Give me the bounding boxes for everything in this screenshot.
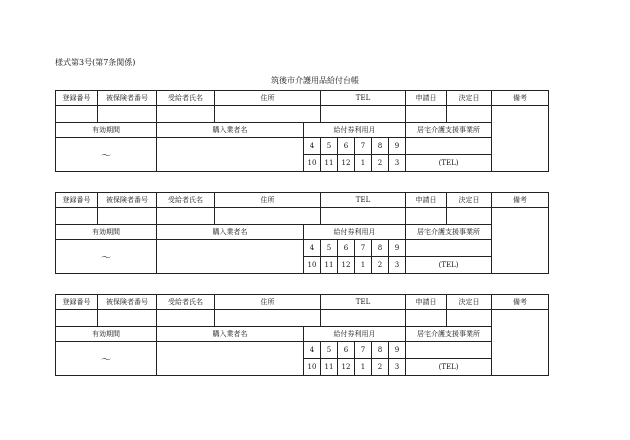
header-insured-no: 被保険者番号 [98, 91, 157, 106]
month-cell: 1 [355, 257, 372, 274]
reg-no-cell [56, 106, 98, 123]
month-cell: 9 [389, 138, 406, 155]
header-name: 受給者氏名 [157, 193, 215, 208]
insured-no-cell [98, 106, 157, 123]
header-decision-date: 決定日 [447, 193, 492, 208]
header-valid-period: 有効期間 [56, 327, 157, 342]
tel-cell [321, 106, 406, 123]
month-cell: 11 [321, 257, 338, 274]
header-care-office: 居宅介護支援事業所 [406, 327, 492, 342]
month-cell: 2 [372, 155, 389, 172]
header-address: 住所 [215, 193, 321, 208]
header-care-office: 居宅介護支援事業所 [406, 123, 492, 138]
month-cell: 1 [355, 155, 372, 172]
month-cell: 10 [304, 257, 321, 274]
month-cell: 6 [338, 342, 355, 359]
header-insured-no: 被保険者番号 [98, 295, 157, 310]
header-application-date: 申請日 [406, 91, 447, 106]
address-cell [215, 208, 321, 225]
header-insured-no: 被保険者番号 [98, 193, 157, 208]
month-cell: 6 [338, 138, 355, 155]
month-cell: 5 [321, 138, 338, 155]
header-tel: TEL [321, 91, 406, 106]
care-office-tel: (TEL) [406, 257, 492, 274]
month-cell: 7 [355, 342, 372, 359]
ledger-block [55, 192, 549, 274]
ledger-block [55, 90, 549, 172]
valid-period-mark: ～ [56, 240, 157, 274]
header-tel: TEL [321, 295, 406, 310]
month-cell: 5 [321, 342, 338, 359]
month-cell: 4 [304, 138, 321, 155]
care-office-tel: (TEL) [406, 359, 492, 376]
header-care-office: 居宅介護支援事業所 [406, 225, 492, 240]
header-decision-date: 決定日 [447, 295, 492, 310]
remarks-cell [492, 310, 549, 376]
header-vendor: 購入業者名 [157, 327, 304, 342]
header-remarks: 備考 [492, 193, 549, 208]
month-cell: 2 [372, 359, 389, 376]
decision-date-cell [447, 310, 492, 327]
month-cell: 9 [389, 342, 406, 359]
month-cell: 12 [338, 155, 355, 172]
header-remarks: 備考 [492, 91, 549, 106]
valid-period-mark: ～ [56, 138, 157, 172]
header-remarks: 備考 [492, 295, 549, 310]
month-cell: 10 [304, 155, 321, 172]
month-cell: 4 [304, 342, 321, 359]
document-title: 筑後市介護用品給付台帳 [271, 76, 359, 85]
month-cell: 3 [389, 359, 406, 376]
month-cell: 4 [304, 240, 321, 257]
tel-cell [321, 310, 406, 327]
month-cell: 1 [355, 359, 372, 376]
reg-no-cell [56, 310, 98, 327]
decision-date-cell [447, 106, 492, 123]
month-cell: 12 [338, 359, 355, 376]
month-cell: 2 [372, 257, 389, 274]
form-label: 様式第3号(第7条関係) [55, 58, 136, 67]
care-office-tel: (TEL) [406, 155, 492, 172]
month-cell: 8 [372, 138, 389, 155]
application-date-cell [406, 106, 447, 123]
tel-cell [321, 208, 406, 225]
application-date-cell [406, 310, 447, 327]
care-office-name-area [406, 138, 492, 155]
header-name: 受給者氏名 [157, 91, 215, 106]
valid-period-mark: ～ [56, 342, 157, 376]
month-cell: 5 [321, 240, 338, 257]
header-address: 住所 [215, 295, 321, 310]
name-cell [157, 310, 215, 327]
month-cell: 9 [389, 240, 406, 257]
header-decision-date: 決定日 [447, 91, 492, 106]
header-reg-no: 登録番号 [56, 295, 98, 310]
month-cell: 8 [372, 240, 389, 257]
insured-no-cell [98, 208, 157, 225]
care-office-name-area [406, 240, 492, 257]
month-cell: 11 [321, 359, 338, 376]
insured-no-cell [98, 310, 157, 327]
header-name: 受給者氏名 [157, 295, 215, 310]
header-application-date: 申請日 [406, 295, 447, 310]
header-coupon-month: 給付券利用月 [304, 225, 406, 240]
decision-date-cell [447, 208, 492, 225]
remarks-cell [492, 106, 549, 172]
header-vendor: 購入業者名 [157, 225, 304, 240]
application-date-cell [406, 208, 447, 225]
header-vendor: 購入業者名 [157, 123, 304, 138]
header-application-date: 申請日 [406, 193, 447, 208]
header-valid-period: 有効期間 [56, 225, 157, 240]
month-cell: 3 [389, 155, 406, 172]
care-office-name-area [406, 342, 492, 359]
month-cell: 11 [321, 155, 338, 172]
header-coupon-month: 給付券利用月 [304, 327, 406, 342]
header-reg-no: 登録番号 [56, 193, 98, 208]
header-address: 住所 [215, 91, 321, 106]
remarks-cell [492, 208, 549, 274]
month-cell: 6 [338, 240, 355, 257]
header-coupon-month: 給付券利用月 [304, 123, 406, 138]
vendor-cell [157, 138, 304, 172]
vendor-cell [157, 342, 304, 376]
vendor-cell [157, 240, 304, 274]
name-cell [157, 106, 215, 123]
ledger-block [55, 294, 549, 376]
header-valid-period: 有効期間 [56, 123, 157, 138]
address-cell [215, 106, 321, 123]
month-cell: 3 [389, 257, 406, 274]
month-cell: 7 [355, 138, 372, 155]
month-cell: 10 [304, 359, 321, 376]
reg-no-cell [56, 208, 98, 225]
month-cell: 7 [355, 240, 372, 257]
name-cell [157, 208, 215, 225]
header-tel: TEL [321, 193, 406, 208]
month-cell: 12 [338, 257, 355, 274]
month-cell: 8 [372, 342, 389, 359]
header-reg-no: 登録番号 [56, 91, 98, 106]
address-cell [215, 310, 321, 327]
